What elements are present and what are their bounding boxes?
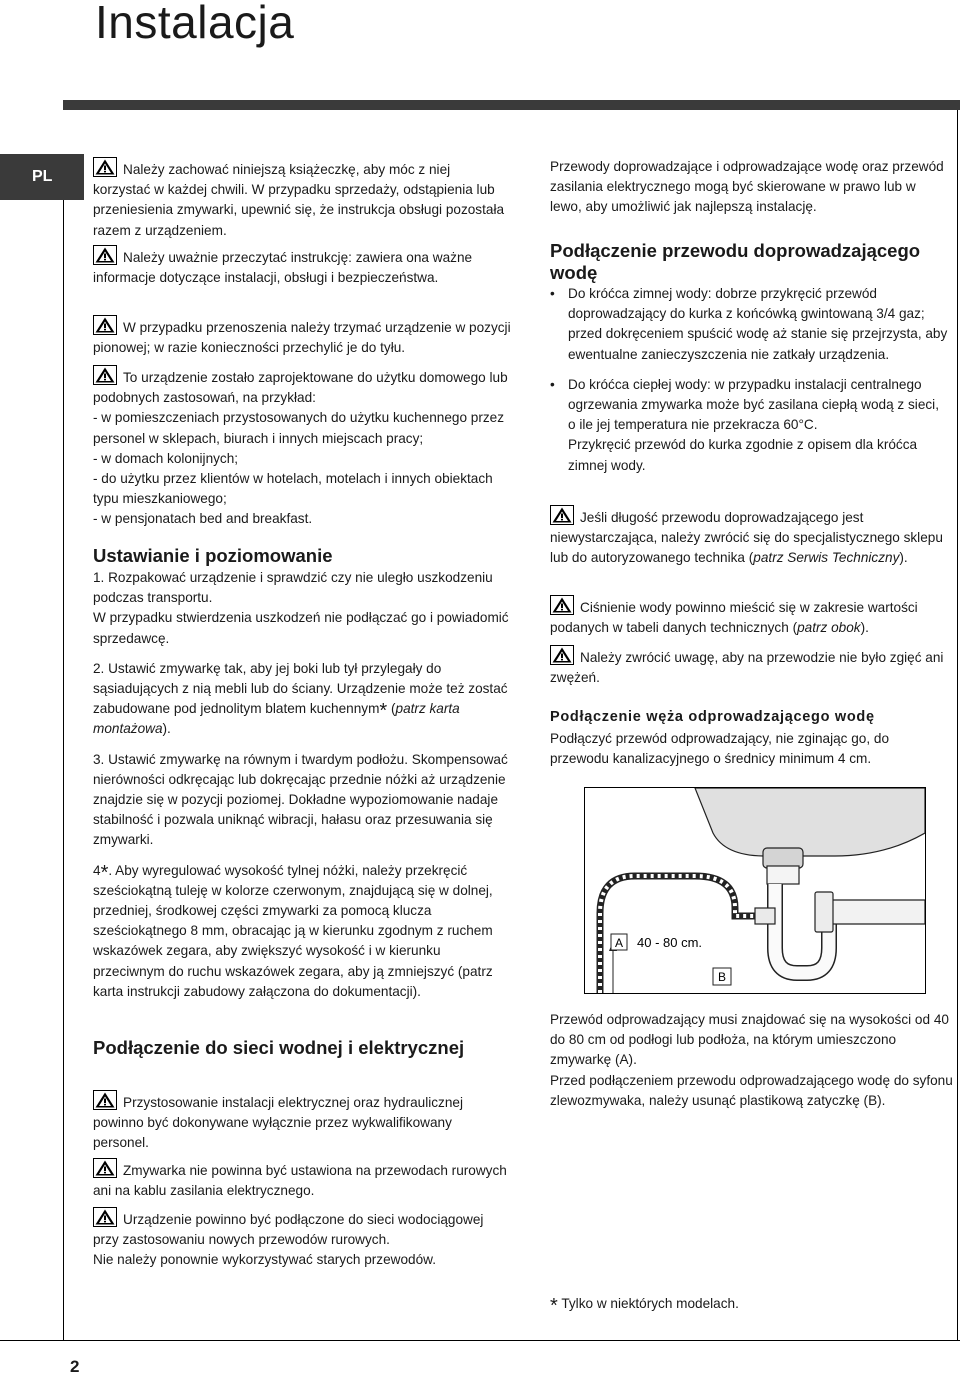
warning-transport bbox=[93, 315, 511, 358]
drain-text-2: Przewód odprowadzający musi znajdować się na wysokości od 40 do 80 cm od podłogi lub podłoża, na którym umieszczono zmywarkę (A). bbox=[550, 1012, 949, 1068]
warning-text-end: ). bbox=[899, 550, 908, 566]
warning-icon bbox=[550, 595, 574, 615]
step-4-num: 4 bbox=[93, 862, 101, 878]
warning-text: Należy zwrócić uwagę, aby na przewodzie nie było zgięć ani zwężeń. bbox=[550, 650, 944, 686]
footnote-text: Tylko w niektórych modelach. bbox=[557, 1296, 739, 1311]
section-heading-drain: Podłączenie węża odprowadzającego wodę bbox=[550, 709, 875, 725]
warning-text: Należy zachować niniejszą książeczkę, aby móc z niej korzystać w każdej chwili. W przypadku sprzedaży, odstąpienia lub przeniesienia zmywarki, upewnić się, że instrukcja obsługi pozostała razem z urządzeniem. bbox=[93, 162, 505, 238]
warning-icon bbox=[93, 245, 117, 265]
warning-text: Jeśli długość przewodu doprowadzającego jest niewystarczająca, należy zwrócić się do specjalistycznego sklepu lub do autoryzowanego technika ( bbox=[550, 510, 943, 566]
warning-icon bbox=[93, 1207, 117, 1227]
step-3: 3. Ustawić zmywarkę na równym i twardym podłożu. Skompensować nierówności odkręcając lub dokręcając przednie nóżki aż urządzenie znajdzie się w pozycji poziomej. Dokładne wypoziomowanie nadaje stabilność i pozwala uniknąć wibracji, hałasu oraz przesuwania się zmywarki. bbox=[93, 751, 508, 848]
asterisk: * bbox=[100, 861, 109, 884]
footer-line bbox=[0, 1340, 960, 1341]
asterisk: * bbox=[379, 700, 388, 723]
warning-text: Ciśnienie wody powinno mieścić się w zakresie wartości podanych w tabeli danych technicznych ( bbox=[550, 600, 918, 636]
supply-instructions bbox=[550, 284, 950, 476]
right-margin-line bbox=[957, 110, 958, 1340]
header-rule bbox=[63, 100, 960, 110]
drain-text-3: Przed podłączeniem przewodu odprowadzającego wodę do syfonu zlewozmywaka, należy usunąć plastikową zatyczkę (B). bbox=[550, 1072, 953, 1108]
warning-placement bbox=[93, 1158, 511, 1201]
warning-keep-manual bbox=[93, 157, 511, 241]
drain-diagram-illustration bbox=[585, 788, 925, 993]
warning-pressure bbox=[550, 595, 950, 638]
warning-hose-length bbox=[550, 505, 950, 569]
section-heading-leveling: Ustawianie i poziomowanie bbox=[93, 545, 333, 566]
warning-text-2: Nie należy ponownie wykorzystywać starych przewodów. bbox=[93, 1252, 437, 1268]
diagram-height-label: 40 - 80 cm. bbox=[637, 935, 703, 950]
warning-new-hoses bbox=[93, 1207, 511, 1271]
warning-text: Należy uważnie przeczytać instrukcję: zawiera ona ważne informacje dotyczące instalacji, obsługi i bezpieczeństwa. bbox=[93, 250, 473, 286]
warning-kinks bbox=[550, 645, 950, 688]
step-1-note: W przypadku stwierdzenia uszkodzeń nie podłączać go i powiadomić sprzedawcę. bbox=[93, 610, 509, 646]
drain-height-info bbox=[550, 1010, 955, 1111]
warning-text: Przystosowanie instalacji elektrycznej oraz hydraulicznej powinno być dokonywane wyłącznie przez wykwalifikowany personel. bbox=[93, 1095, 463, 1151]
step-2-reference: patrz karta montażowa bbox=[93, 701, 460, 737]
list-item-text: Do króćca ciepłej wody: w przypadku instalacji centralnego ogrzewania zmywarka może być zasilana ciepłą wodą z sieci, o ile jej temperatura nie przekracza 60°C. bbox=[568, 376, 939, 433]
warning-icon bbox=[93, 315, 117, 335]
hoses-intro: Przewody doprowadzające i odprowadzające wodę oraz przewód zasilania elektrycznego mogą być skierowane w prawo lub w lewo, aby umożliwić jak najlepszą instalację. bbox=[550, 159, 944, 215]
warning-icon bbox=[93, 1090, 117, 1110]
warning-icon bbox=[93, 1158, 117, 1178]
footnote bbox=[550, 1294, 950, 1317]
section-heading-supply: Podłączenie przewodu doprowadzającego wodę bbox=[550, 240, 921, 283]
step-4-text: . Aby wyregulować wysokość tylnej nóżki, należy przekręcić sześciokątną tuleję w kolorze czerwonym, znajdującą się w dolnej, przedniej, środkowej części zmywarki za pomocą klucza sześciokątnego 8 mm, obracając ją w kierunku zgodnym z ruchem wskazówek zegara, aby zwiększyć wysokość i w kierunku przeciwnym do ruchu wskazówek zegara, aby ją zmniejszyć (patrz karta instrukcji zabudowy załączona do dokumentacji). bbox=[93, 862, 493, 999]
warning-icon bbox=[93, 365, 117, 385]
step-4 bbox=[93, 861, 511, 1002]
drain-text: Podłączyć przewód odprowadzający, nie zginając go, do przewodu kanalizacyjnego o średnicy minimum 4 cm. bbox=[550, 731, 890, 767]
warning-reference: patrz Serwis Techniczny bbox=[753, 550, 900, 566]
warning-icon bbox=[550, 645, 574, 665]
warning-text: Urządzenie powinno być podłączone do sieci wodociągowej przy zastosowaniu nowych przewodów rurowych. bbox=[93, 1212, 484, 1248]
use-item: - w pomieszczeniach przystosowanych do użytku kuchennego przez personel w sklepach, biurach i innych miejscach pracy; bbox=[93, 410, 505, 446]
use-item: - w domach kolonijnych; bbox=[93, 450, 239, 466]
warning-qualified-staff bbox=[93, 1090, 511, 1154]
diagram-label-b: B bbox=[717, 970, 727, 984]
step-2-paren-close: ). bbox=[162, 721, 171, 737]
drain-diagram bbox=[584, 787, 926, 994]
use-item: - w pensjonatach bed and breakfast. bbox=[93, 511, 313, 527]
warning-icon bbox=[550, 505, 574, 525]
warning-intended-use bbox=[93, 365, 511, 530]
warning-text: W przypadku przenoszenia należy trzymać urządzenie w pozycji pionowej; w razie konieczności przechylić je do tyłu. bbox=[93, 320, 511, 356]
page-number: 2 bbox=[70, 1357, 80, 1376]
list-item bbox=[550, 375, 950, 476]
leveling-steps bbox=[93, 568, 511, 1002]
warning-reference: patrz obok bbox=[797, 620, 861, 636]
asterisk: * bbox=[550, 1295, 558, 1317]
warning-text-end: ). bbox=[860, 620, 869, 636]
step-2-text: 2. Ustawić zmywarkę tak, aby jej boki lub tył przylegały do sąsiadujących z nią mebli lub do ściany. Urządzenie może też zostać zabudowane pod jednolitym blatem kuchennym bbox=[93, 660, 508, 717]
page-title: Instalacja bbox=[95, 0, 295, 48]
section-heading-connection: Podłączenie do sieci wodnej i elektrycznej bbox=[93, 1037, 465, 1058]
left-margin-line bbox=[63, 200, 64, 1340]
language-tab: PL bbox=[0, 154, 84, 200]
diagram-label-a: A bbox=[614, 936, 624, 950]
step-1: 1. Rozpakować urządzenie i sprawdzić czy nie uległo uszkodzeniu podczas transportu. bbox=[93, 570, 493, 606]
warning-read-manual bbox=[93, 245, 511, 288]
list-item: • Do króćca zimnej wody: dobrze przykręcić przewód doprowadzający do kurka z końcówką gwintowaną 3/4 gaz; przed dokręceniem spuścić wodę aż stanie się przejrzysta, aby ewentualne zanieczyszczenia nie zatkały urządzenia. bbox=[550, 284, 950, 365]
warning-icon bbox=[93, 157, 117, 177]
step-2 bbox=[93, 659, 511, 740]
warning-text: To urządzenie zostało zaprojektowane do użytku domowego lub podobnych zastosowań, na przykład: bbox=[93, 370, 508, 406]
list-item-text-2: Przykręcić przewód do kurka zgodnie z opisem dla króćca zimnej wody. bbox=[568, 437, 918, 473]
step-2-paren: ( bbox=[387, 701, 396, 717]
warning-text: Zmywarka nie powinna być ustawiona na przewodach rurowych ani na kablu zasilania elektrycznego. bbox=[93, 1163, 507, 1199]
use-item: - do użytku przez klientów w hotelach, motelach i innych obiektach typu mieszkaniowego; bbox=[93, 471, 493, 507]
